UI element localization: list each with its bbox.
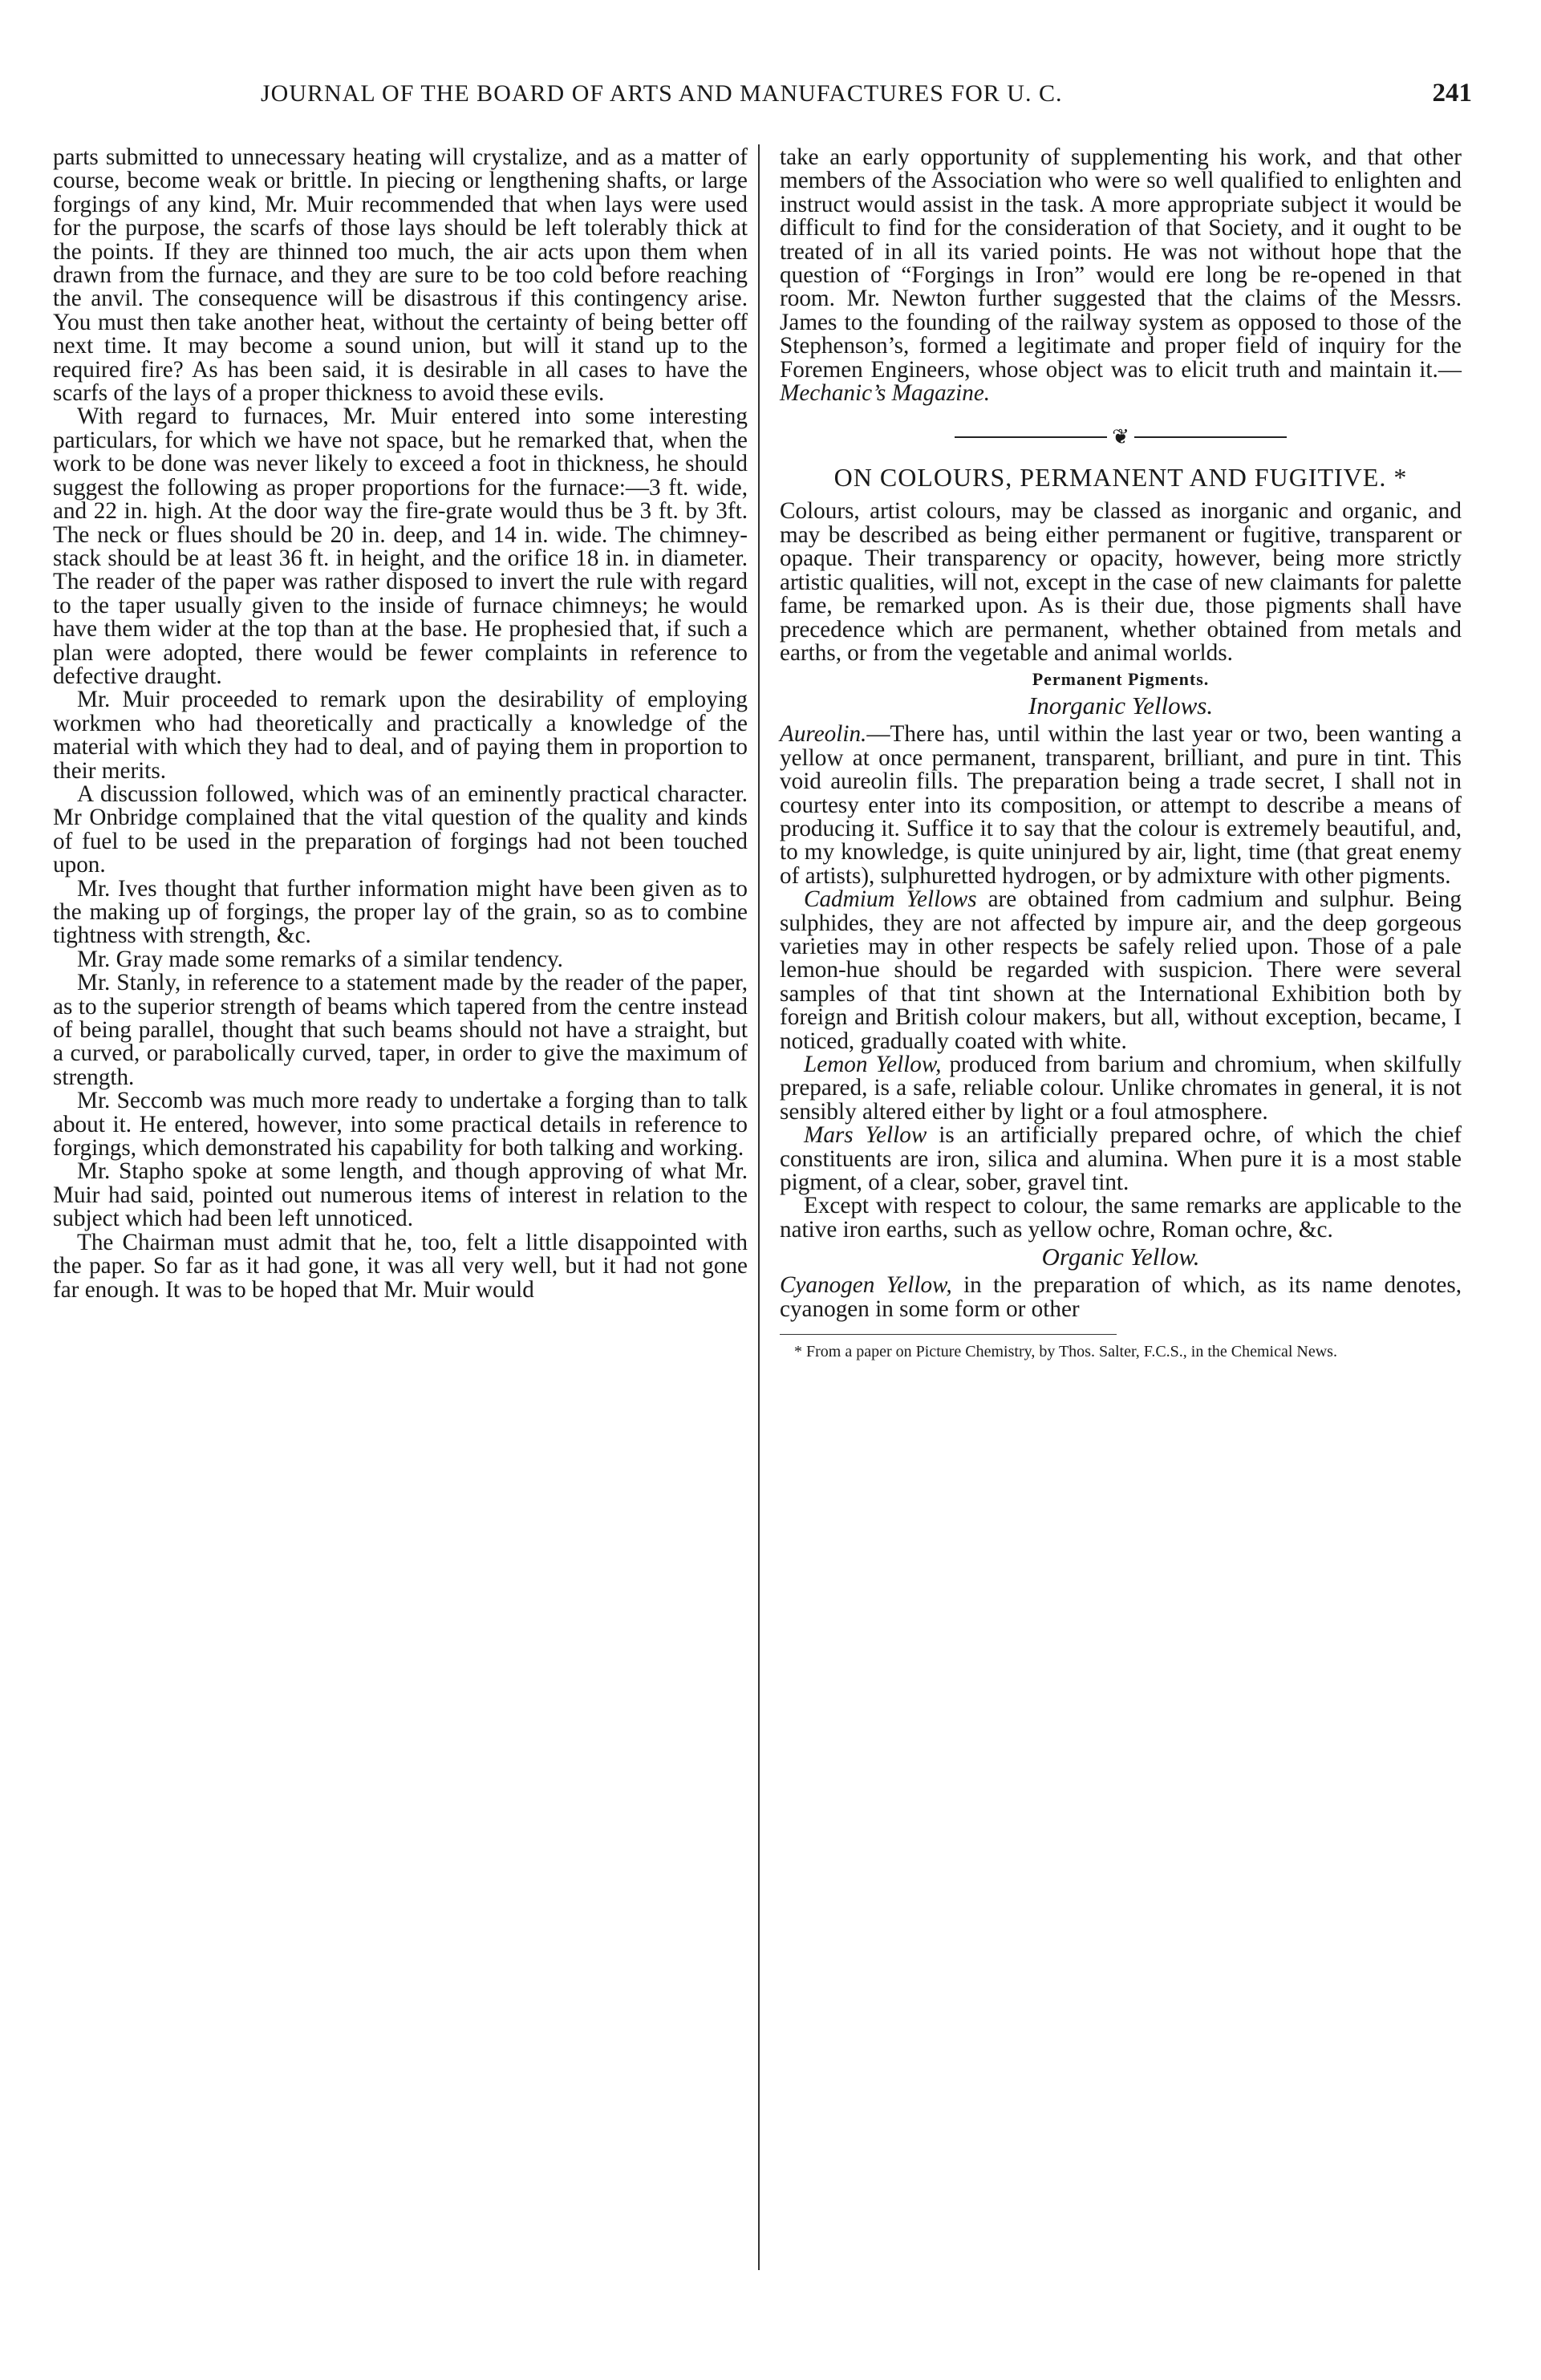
running-header [44, 80, 1472, 128]
entry-text: in the preparation of which, as its name denotes, cyanogen in some form or other [780, 1272, 1462, 1322]
paragraph: With regard to furnaces, Mr. Muir entered into some interesting particulars, for which we have not space, but he remarked that, when the work to be done was never likely to exceed a foot in thickness, he should suggest the following as proper proportions for the furnace:—3 ft. wide, and 22 in. high. At the door way the fire-grate would thus be 3 ft. by 3ft. The neck or flues should be 20 in. deep, and 14 in. wide. The chimney-stack should be at least 36 ft. in height, and the orifice 18 in. in diameter. The reader of the paper was rather disposed to invert the rule with regard to the taper usually given to the inside of furnace chimneys; he would have them wider at the top than at the base. He prophesied that, if such a plan were adopted, there would be fewer complaints in reference to defective draught. [53, 403, 748, 689]
entry-text: —There has, until within the last year or two, been wanting a yellow at once permanent, transparent, brilliant, and pure in tint. This void aureolin fills. The preparation being a trade secret, I shall not in courtesy enter into its composition, or attempt to describe a means of producing it. Suffice it to say that the colour is extremely beautiful, and, to my knowledge, is quite uninjured by air, light, time (that great enemy of artists), sulphuretted hydrogen, or by admixture with other pigments. [780, 721, 1462, 889]
entry-term: Mars Yellow [804, 1122, 927, 1149]
paragraph: The Chairman must admit that he, too, felt a little disappointed with the paper. So far as it had gone, it was all very well, but it had not gone far enough. It was to be hoped that Mr. Muir would [53, 1229, 748, 1303]
left-column [53, 146, 748, 1302]
entry-paragraph [780, 888, 1462, 1053]
paragraph: Mr. Gray made some remarks of a similar tendency. [77, 946, 563, 972]
entry-paragraph [780, 1274, 1462, 1321]
section-divider [780, 425, 1462, 449]
entry-term: Cadmium Yellows [804, 886, 977, 913]
paragraph: A discussion followed, which was of an eminently practical character. Mr Onbridge complained that the vital question of the quality and kinds of fuel to be used in the preparation of forgings had not been touched upon. [53, 780, 748, 878]
divider-line [955, 436, 1107, 438]
entry-paragraph [780, 1124, 1462, 1194]
column-divider [758, 144, 760, 2270]
entry-text: is an artificially prepared ochre, of which the chief constituents are iron, silica and alumina. When pure it is a most stable pigment, of a clear, sober, gravel tint. [780, 1122, 1462, 1196]
divider-line [1134, 436, 1287, 438]
entry-text: are obtained from cadmium and sulphur. Being sulphides, they are not affected by impure air, and the deep gorgeous varieties may in other respects be safely relied upon. Those of a pale lemon-hue should be regarded with suspicion. There were several samples of that tint shown at the International Exhibition both by foreign and British colour makers, but all, without exception, became, I noticed, gradually coated with white. [780, 886, 1462, 1054]
footnote: * From a paper on Picture Chemistry, by Thos. Salter, F.C.S., in the Chemical News. [794, 1343, 1337, 1361]
continuation-paragraph [780, 146, 1462, 405]
entry-term: Cyanogen Yellow, [780, 1272, 952, 1299]
source-attribution: Mechanic’s Magazine. [780, 380, 991, 407]
continuation-text: take an early opportunity of supplementing his work, and that other members of the Association who were so well qualified to enlighten and instruct would assist in the task. A more appropriate subject it would be difficult to find for the consideration of that Society, and it ought to be treated of in all its varied points. He was not without hope that the question of “Forgings in Iron” would ere long be re-opened in that room. Mr. Newton further suggested that the claims of the Messrs. James to the founding of the railway system as opposed to those of the Stephenson’s, formed a legitimate and proper field of inquiry for the Foremen Engineers, whose object was to elicit truth and maintain it.— [780, 144, 1462, 383]
organic-heading: Organic Yellow. [1041, 1243, 1200, 1271]
article-title: ON COLOURS, PERMANENT AND FUGITIVE. * [833, 463, 1408, 493]
right-column [780, 146, 1462, 1360]
page-number: 241 [1432, 79, 1472, 107]
entry-paragraph [780, 1053, 1462, 1124]
footnote-rule [780, 1334, 1117, 1335]
paragraph: Except with respect to colour, the same remarks are applicable to the native iron earths, such as yellow ochre, Roman ochre, &c. [780, 1193, 1462, 1243]
paragraph: Mr. Stanly, in reference to a statement made by the reader of the paper, as to the superior strength of beams which tapered from the centre instead of being parallel, thought that such beams should not have a straight, but a curved, or parabolically curved, taper, in order to give the maximum of strength. [53, 970, 748, 1090]
running-title: JOURNAL OF THE BOARD OF ARTS AND MANUFACTURES FOR U. C. [261, 80, 1063, 107]
ornament-icon: ❦ [1112, 425, 1129, 449]
entry-text: produced from barium and chromium, when skilfully prepared, is a safe, reliable colour. Unlike chromates in general, it is not sensibly altered either by light or a foul atmosphere. [780, 1052, 1462, 1125]
entry-term: Aureolin. [780, 721, 867, 748]
intro-paragraph: Colours, artist colours, may be classed as inorganic and organic, and may be described as being either permanent or fugitive, transparent or opaque. Their transparency or opacity, however, being more strictly artistic qualities, will not, except in the case of new claimants for palette fame, be remarked upon. As is their due, those pigments shall have precedence which are permanent, whether obtained from metals and earths, or from the vegetable and animal worlds. [780, 498, 1462, 666]
entry-paragraph [780, 723, 1462, 888]
paragraph: Mr. Ives thought that further information might have been given as to the making up of forgings, the proper lay of the grain, so as to combine tightness with strength, &c. [53, 875, 748, 949]
paragraph: parts submitted to unnecessary heating will crystalize, and as a matter of course, become weak or brittle. In piecing or lengthening shafts, or large forgings of any kind, Mr. Muir recommended that when lays were used for the purpose, the scarfs of those lays should be left tolerably thick at the points. If they are thinned too much, the air acts upon them when drawn from the furnace, and they are sure to be too cold before reaching the anvil. The consequence will be disastrous if this contingency arise. You must then take another heat, without the certainty of being better off next time. It may become a sound union, but will it stand up to the required fire? As has been said, it is desirable in all cases to have the scarfs of the lays of a proper thickness to avoid these evils. [53, 144, 748, 407]
subsubheading: Inorganic Yellows. [1028, 691, 1214, 720]
paragraph: Mr. Stapho spoke at some length, and though approving of what Mr. Muir had said, pointed out numerous items of interest in relation to the subject which had been left unnoticed. [53, 1158, 748, 1232]
paragraph: Mr. Seccomb was much more ready to undertake a forging than to talk about it. He entered, however, into some practical details in reference to forgings, which demonstrated his capability for both talking and working. [53, 1088, 748, 1162]
paragraph: Mr. Muir proceeded to remark upon the desirability of employing workmen who had theoretically and practically a knowledge of the material with which they had to deal, and of paying them in proportion to their merits. [53, 687, 748, 784]
entry-term: Lemon Yellow, [804, 1052, 942, 1077]
subheading: Permanent Pigments. [1032, 669, 1210, 690]
